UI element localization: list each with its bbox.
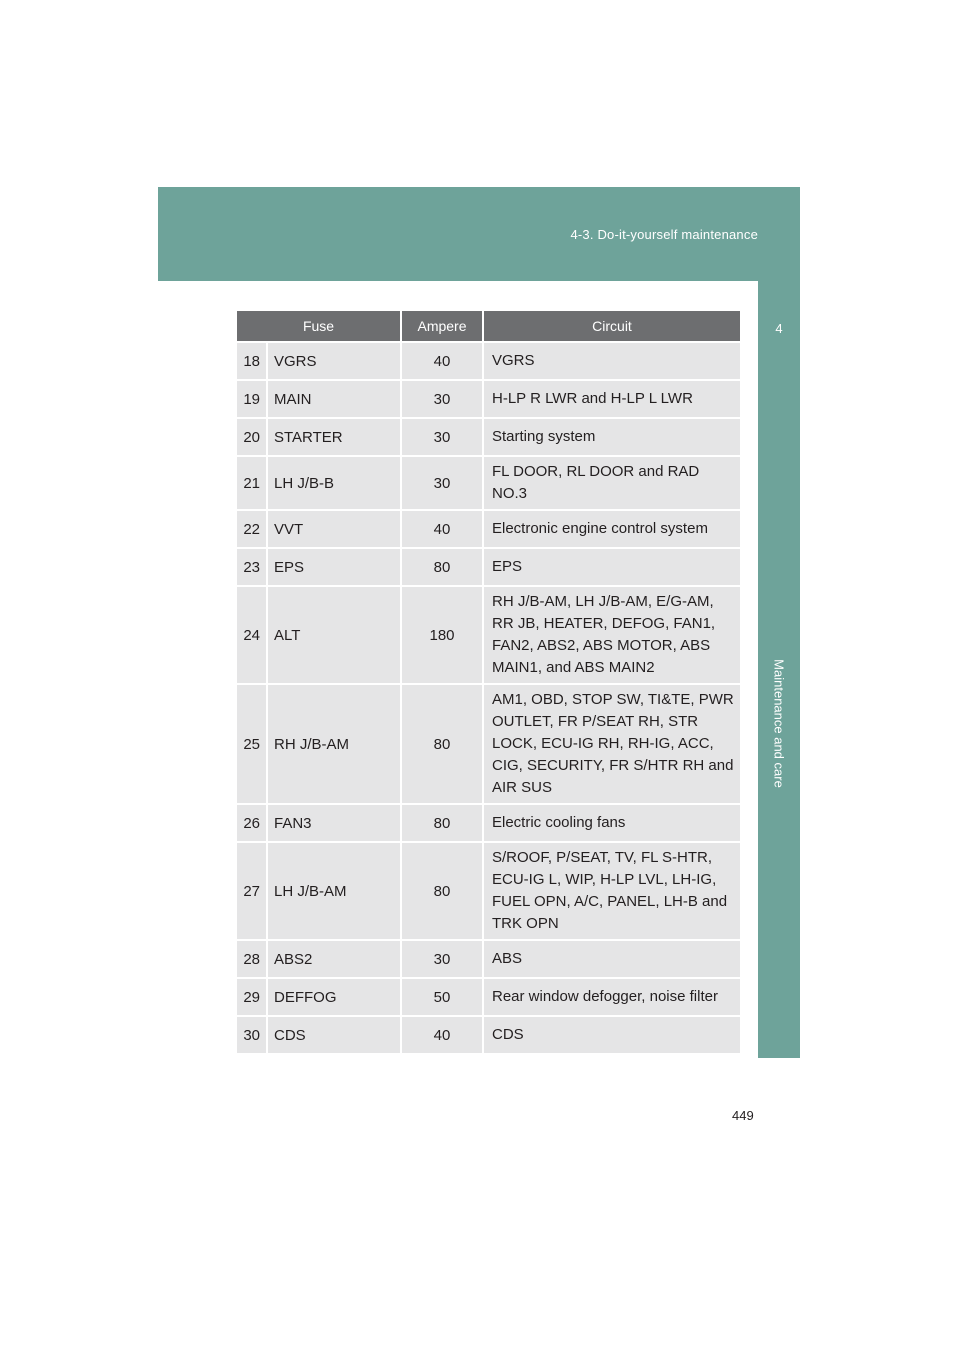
fuse-name: LH J/B-B (267, 456, 401, 510)
fuse-circuit: H-LP R LWR and H-LP L LWR (483, 380, 740, 418)
table-row (237, 684, 740, 804)
fuse-ampere: 80 (401, 548, 483, 586)
fuse-number: 20 (237, 418, 267, 456)
fuse-name: LH J/B-AM (267, 842, 401, 940)
fuse-ampere: 40 (401, 342, 483, 380)
fuse-circuit: ABS (483, 940, 740, 978)
fuse-number: 25 (237, 684, 267, 804)
fuse-name: MAIN (267, 380, 401, 418)
section-title: 4-3. Do-it-yourself maintenance (570, 227, 758, 242)
fuse-number: 29 (237, 978, 267, 1016)
table-row (237, 418, 740, 456)
fuse-name: RH J/B-AM (267, 684, 401, 804)
fuse-name: STARTER (267, 418, 401, 456)
chapter-label: Maintenance and care (771, 659, 787, 788)
fuse-name: VGRS (267, 342, 401, 380)
fuse-circuit: Starting system (483, 418, 740, 456)
fuse-name: ALT (267, 586, 401, 684)
fuse-circuit: CDS (483, 1016, 740, 1053)
fuse-number: 28 (237, 940, 267, 978)
fuse-circuit: Electronic engine control system (483, 510, 740, 548)
fuse-ampere: 180 (401, 586, 483, 684)
table-row (237, 548, 740, 586)
table-header-row (237, 311, 740, 342)
fuse-number: 23 (237, 548, 267, 586)
fuse-ampere: 30 (401, 380, 483, 418)
fuse-ampere: 40 (401, 1016, 483, 1053)
fuse-number: 22 (237, 510, 267, 548)
fuse-number: 19 (237, 380, 267, 418)
fuse-circuit: Rear window defogger, noise filter (483, 978, 740, 1016)
fuse-ampere: 30 (401, 418, 483, 456)
fuse-name: ABS2 (267, 940, 401, 978)
table-row (237, 940, 740, 978)
fuse-circuit: FL DOOR, RL DOOR and RAD NO.3 (483, 456, 740, 510)
fuse-name: DEFFOG (267, 978, 401, 1016)
table-row (237, 380, 740, 418)
fuse-name: VVT (267, 510, 401, 548)
fuse-circuit: Electric cooling fans (483, 804, 740, 842)
fuse-number: 27 (237, 842, 267, 940)
table-row (237, 586, 740, 684)
fuse-ampere: 80 (401, 842, 483, 940)
fuse-number: 21 (237, 456, 267, 510)
fuse-table (237, 311, 740, 1053)
chapter-label-tab (758, 376, 800, 1058)
fuse-name: EPS (267, 548, 401, 586)
table-row (237, 804, 740, 842)
page-number: 449 (732, 1108, 754, 1123)
fuse-ampere: 80 (401, 804, 483, 842)
fuse-number: 24 (237, 586, 267, 684)
fuse-circuit: EPS (483, 548, 740, 586)
fuse-circuit: RH J/B-AM, LH J/B-AM, E/G-AM, RR JB, HEATER, DEFOG, FAN1, FAN2, ABS2, ABS MOTOR, ABS MAIN1, and ABS MAIN2 (483, 586, 740, 684)
table-row (237, 978, 740, 1016)
fuse-circuit: AM1, OBD, STOP SW, TI&TE, PWR OUTLET, FR P/SEAT RH, STR LOCK, ECU-IG RH, RH-IG, ACC, CIG, SECURITY, FR S/HTR RH and AIR SUS (483, 684, 740, 804)
fuse-number: 26 (237, 804, 267, 842)
fuse-circuit: S/ROOF, P/SEAT, TV, FL S-HTR, ECU-IG L, WIP, H-LP LVL, LH-IG, FUEL OPN, A/C, PANEL, LH-B and TRK OPN (483, 842, 740, 940)
column-header-fuse: Fuse (237, 311, 401, 342)
fuse-ampere: 50 (401, 978, 483, 1016)
fuse-name: CDS (267, 1016, 401, 1053)
table-row (237, 456, 740, 510)
fuse-name: FAN3 (267, 804, 401, 842)
table-row (237, 1016, 740, 1053)
fuse-number: 18 (237, 342, 267, 380)
fuse-number: 30 (237, 1016, 267, 1053)
fuse-ampere: 30 (401, 456, 483, 510)
table-row (237, 510, 740, 548)
fuse-circuit: VGRS (483, 342, 740, 380)
header-band (158, 187, 800, 281)
column-header-circuit: Circuit (483, 311, 740, 342)
table-body (237, 342, 740, 1053)
fuse-ampere: 80 (401, 684, 483, 804)
table-row (237, 842, 740, 940)
table-row (237, 342, 740, 380)
chapter-number-tab: 4 (758, 281, 800, 376)
fuse-ampere: 30 (401, 940, 483, 978)
column-header-ampere: Ampere (401, 311, 483, 342)
fuse-ampere: 40 (401, 510, 483, 548)
